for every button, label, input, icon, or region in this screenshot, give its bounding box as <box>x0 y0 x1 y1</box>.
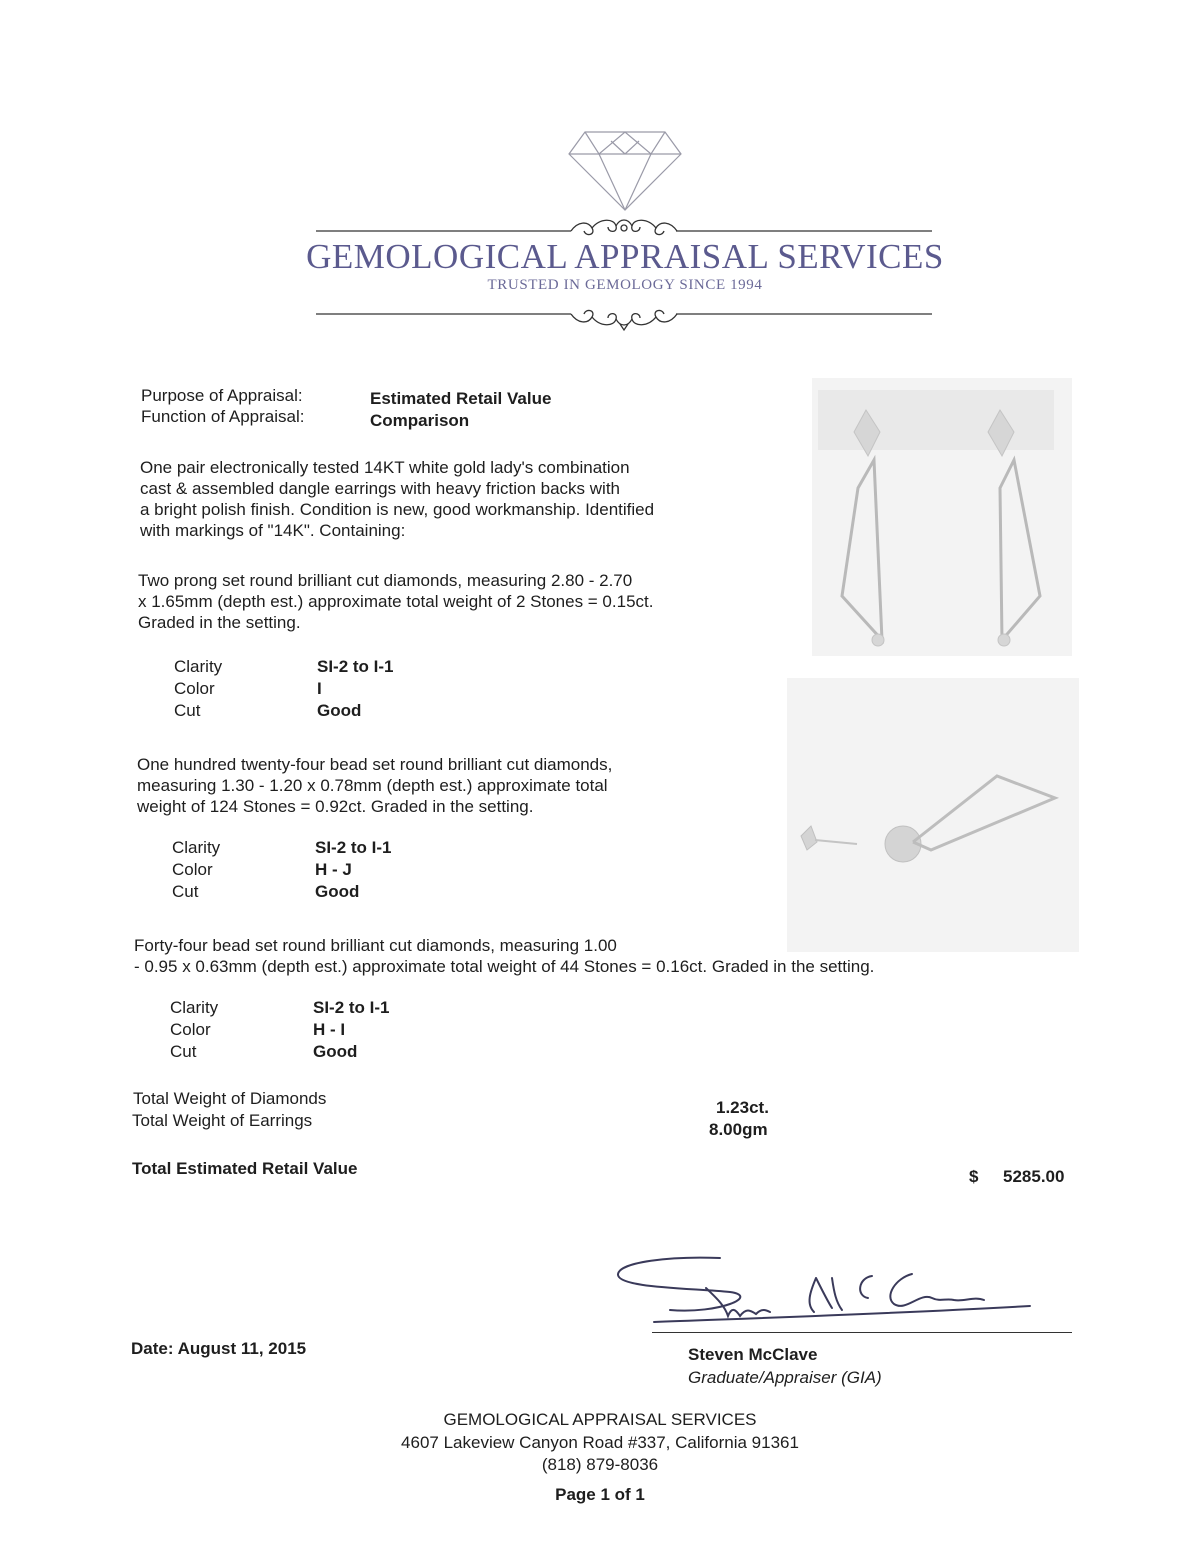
grade-value: Good <box>317 701 362 720</box>
item-description <box>140 457 654 541</box>
signature-icon <box>610 1248 1070 1338</box>
grade-value: SI-2 to I-1 <box>317 657 394 676</box>
grade-value: SI-2 to I-1 <box>313 998 390 1017</box>
page-number: Page 1 of 1 <box>555 1485 645 1504</box>
grade-row <box>172 837 392 859</box>
grade-label: Clarity <box>174 657 223 676</box>
grade-label: Clarity <box>170 998 219 1017</box>
total-earring-weight-label: Total Weight of Earrings <box>132 1111 313 1130</box>
stone-line: Graded in the setting. <box>138 613 301 632</box>
earring-side-photo <box>787 678 1079 952</box>
description-line: with markings of "14K". Containing: <box>140 521 406 540</box>
purpose-value: Estimated Retail Value <box>370 389 552 408</box>
grading-table <box>174 656 394 722</box>
description-line: cast & assembled dangle earrings with heavy friction backs with <box>140 479 621 498</box>
stone-line: x 1.65mm (depth est.) approximate total weight of 2 Stones = 0.15ct. <box>138 592 654 611</box>
total-retail-value-label: Total Estimated Retail Value <box>132 1159 358 1178</box>
diamond-outline-icon <box>565 128 685 212</box>
stone-line: measuring 1.30 - 1.20 x 0.78mm (depth est.) approximate total <box>137 776 608 795</box>
signature-line <box>652 1332 1072 1333</box>
stone-group-description <box>137 754 612 817</box>
grade-row <box>174 656 394 678</box>
function-label: Function of Appraisal: <box>141 407 305 426</box>
grade-value: Good <box>313 1042 358 1061</box>
grading-table <box>172 837 392 903</box>
grading-table <box>170 997 390 1063</box>
grade-row <box>174 678 394 700</box>
grade-label: Cut <box>174 701 201 720</box>
grade-value: Good <box>315 882 360 901</box>
grade-label: Clarity <box>172 838 221 857</box>
appraiser-name: Steven McClave <box>688 1345 818 1364</box>
stone-group-description <box>138 570 653 633</box>
header-ornament-bottom <box>316 298 932 332</box>
footer-company: GEMOLOGICAL APPRAISAL SERVICES <box>443 1410 757 1429</box>
stone-line: One hundred twenty-four bead set round brilliant cut diamonds, <box>137 755 613 774</box>
total-retail-value: 5285.00 <box>1003 1167 1065 1186</box>
grade-row <box>174 700 394 722</box>
grade-label: Cut <box>172 882 199 901</box>
purpose-label: Purpose of Appraisal: <box>141 386 303 405</box>
appraiser-title: Graduate/Appraiser (GIA) <box>688 1368 882 1387</box>
grade-row <box>170 997 390 1019</box>
grade-value: SI-2 to I-1 <box>315 838 392 857</box>
company-tagline: TRUSTED IN GEMOLOGY SINCE 1994 <box>487 277 763 293</box>
grade-row <box>172 859 392 881</box>
stone-line: weight of 124 Stones = 0.92ct. Graded in the setting. <box>137 797 534 816</box>
grade-label: Cut <box>170 1042 197 1061</box>
currency-symbol: $ <box>969 1167 979 1186</box>
grade-row <box>172 881 392 903</box>
grade-value: I <box>317 679 322 698</box>
grade-value: H - I <box>313 1020 346 1039</box>
grade-row <box>170 1041 390 1063</box>
function-value: Comparison <box>370 411 470 430</box>
grade-label: Color <box>170 1020 211 1039</box>
appraisal-date: Date: August 11, 2015 <box>131 1339 307 1358</box>
grade-row <box>170 1019 390 1041</box>
company-name: GEMOLOGICAL APPRAISAL SERVICES <box>306 237 944 276</box>
description-line: One pair electronically tested 14KT white gold lady's combination <box>140 458 630 477</box>
stone-group-description <box>134 935 874 977</box>
grade-value: H - J <box>315 860 352 879</box>
footer-address: 4607 Lakeview Canyon Road #337, California 91361 <box>401 1433 799 1452</box>
total-diamond-weight-label: Total Weight of Diamonds <box>133 1089 327 1108</box>
footer-phone: (818) 879-8036 <box>541 1455 659 1474</box>
stone-line: Forty-four bead set round brilliant cut diamonds, measuring 1.00 <box>134 936 617 955</box>
stone-line: - 0.95 x 0.63mm (depth est.) approximate total weight of 44 Stones = 0.16ct. Graded in the setting. <box>134 957 875 976</box>
grade-label: Color <box>172 860 213 879</box>
total-earring-weight-value: 8.00gm <box>709 1120 768 1139</box>
earrings-front-photo <box>812 378 1072 656</box>
stone-line: Two prong set round brilliant cut diamonds, measuring 2.80 - 2.70 <box>138 571 633 590</box>
description-line: a bright polish finish. Condition is new, good workmanship. Identified <box>140 500 655 519</box>
grade-label: Color <box>174 679 215 698</box>
total-diamond-weight-value: 1.23ct. <box>716 1098 769 1117</box>
